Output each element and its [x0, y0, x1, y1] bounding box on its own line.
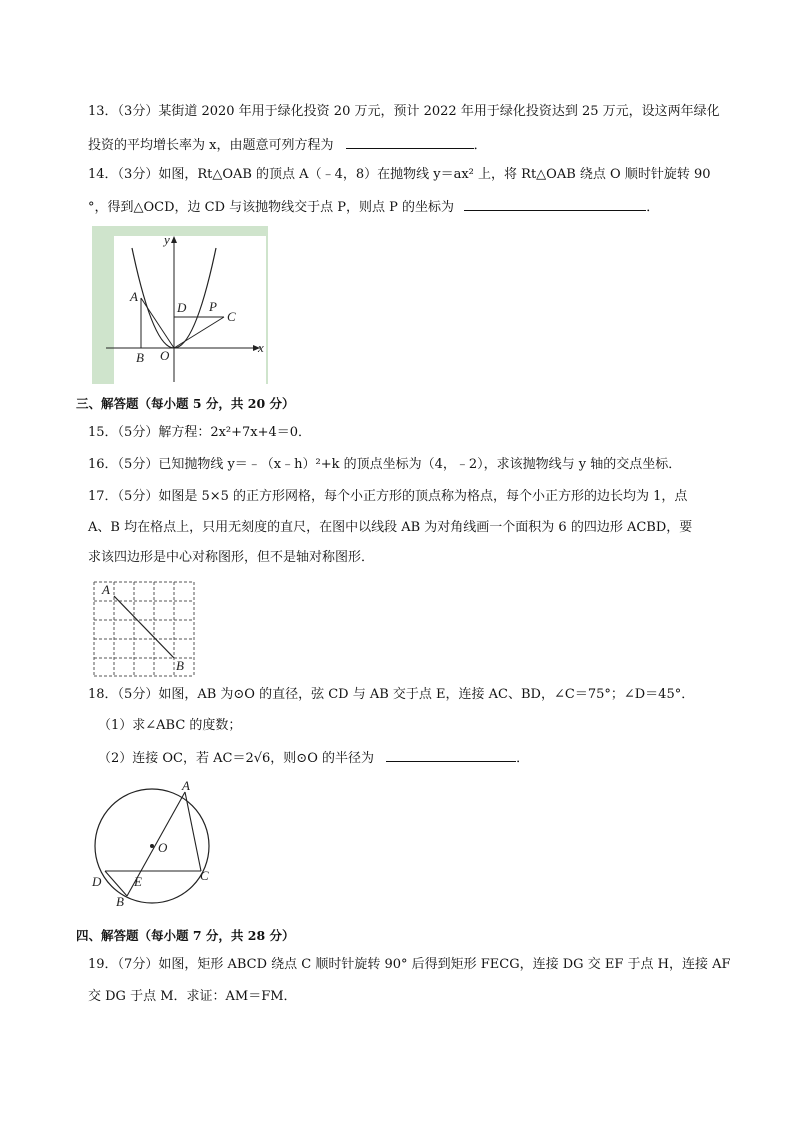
q17-line1: 17．（5分）如图是 5×5 的正方形网格，每个小正方形的顶点称为格点，每个小正方形的边长均为 1，点: [88, 489, 688, 504]
q17-line2: A、B 均在格点上，只用无刻度的直尺，在图中以线段 AB 为对角线画一个面积为 6 的四边形 ACBD，要: [88, 520, 693, 535]
label-c: C: [200, 868, 209, 883]
section-3-heading: 三、解答题（每小题 5 分，共 20 分）: [76, 396, 295, 411]
label-a: A: [102, 582, 110, 597]
label-a: A: [130, 289, 138, 304]
label-d: D: [92, 874, 102, 889]
label-p: P: [209, 299, 217, 314]
center-point: [150, 844, 154, 848]
label-e: E: [134, 874, 142, 889]
q14-answer-blank[interactable]: [464, 198, 646, 211]
label-o: O: [158, 840, 168, 855]
q14-text: °，得到△OCD，边 CD 与该抛物线交于点 P，则点 P 的坐标为: [88, 200, 455, 215]
q17-line3: 求该四边形是中心对称图形，但不是轴对称图形．: [88, 550, 375, 565]
q19-line1: 19．（7分）如图，矩形 ABCD 绕点 C 顺时针旋转 90° 后得到矩形 FECG，连接 DG 交 EF 于点 H，连接 AF: [88, 957, 731, 972]
label-a: A: [182, 778, 190, 793]
q19-line2: 交 DG 于点 M．求证：AM＝FM．: [88, 989, 297, 1004]
parabola-figure: [92, 226, 268, 384]
q18-answer-blank[interactable]: [386, 749, 516, 762]
q13-end: ．: [473, 138, 487, 153]
q13-text: 投资的平均增长率为 x，由题意可列方程为: [88, 138, 334, 153]
q14-line2: [88, 198, 659, 217]
q16-line: 16．（5分）已知抛物线 y＝﹣（x﹣h）²+k 的顶点坐标为（4，﹣2），求该抛物线与 y 轴的交点坐标．: [88, 457, 682, 472]
section-4-heading: 四、解答题（每小题 7 分，共 28 分）: [76, 928, 295, 943]
label-b: B: [116, 894, 124, 909]
q13-answer-blank[interactable]: [346, 136, 474, 149]
label-b: B: [176, 658, 184, 673]
q14-line1: 14．（3分）如图，Rt△OAB 的顶点 A（﹣4，8）在抛物线 y＝ax² 上，将 Rt△OAB 绕点 O 顺时针旋转 90: [88, 167, 711, 182]
q13-line1: 13．（3分）某街道 2020 年用于绿化投资 20 万元，预计 2022 年用于绿化投资达到 25 万元，设这两年绿化: [88, 104, 720, 119]
label-y: y: [164, 232, 170, 247]
q18-part2: [98, 749, 529, 768]
label-b: B: [136, 350, 144, 365]
grid-figure: [92, 578, 196, 678]
segment-ab: [114, 596, 174, 658]
label-d: D: [177, 300, 187, 315]
label-o: O: [160, 348, 170, 363]
segment-ac: [185, 792, 201, 871]
circle-figure: [88, 780, 224, 908]
q18-line1: 18．（5分）如图，AB 为⊙O 的直径，弦 CD 与 AB 交于点 E，连接 AC、BD，∠C＝75°；∠D＝45°．: [88, 687, 695, 702]
q14-end: ．: [646, 200, 660, 215]
q18-end: ．: [516, 751, 530, 766]
q18-part1: （1）求∠ABC 的度数；: [98, 718, 242, 733]
q18-part2-text: （2）连接 OC，若 AC＝2√6，则⊙O 的半径为: [98, 751, 374, 766]
label-x: x: [258, 340, 264, 355]
label-c: C: [227, 309, 236, 324]
q15-line: 15．（5分）解方程：2x²+7x+4＝0．: [88, 425, 312, 440]
q13-line2: [88, 136, 487, 155]
